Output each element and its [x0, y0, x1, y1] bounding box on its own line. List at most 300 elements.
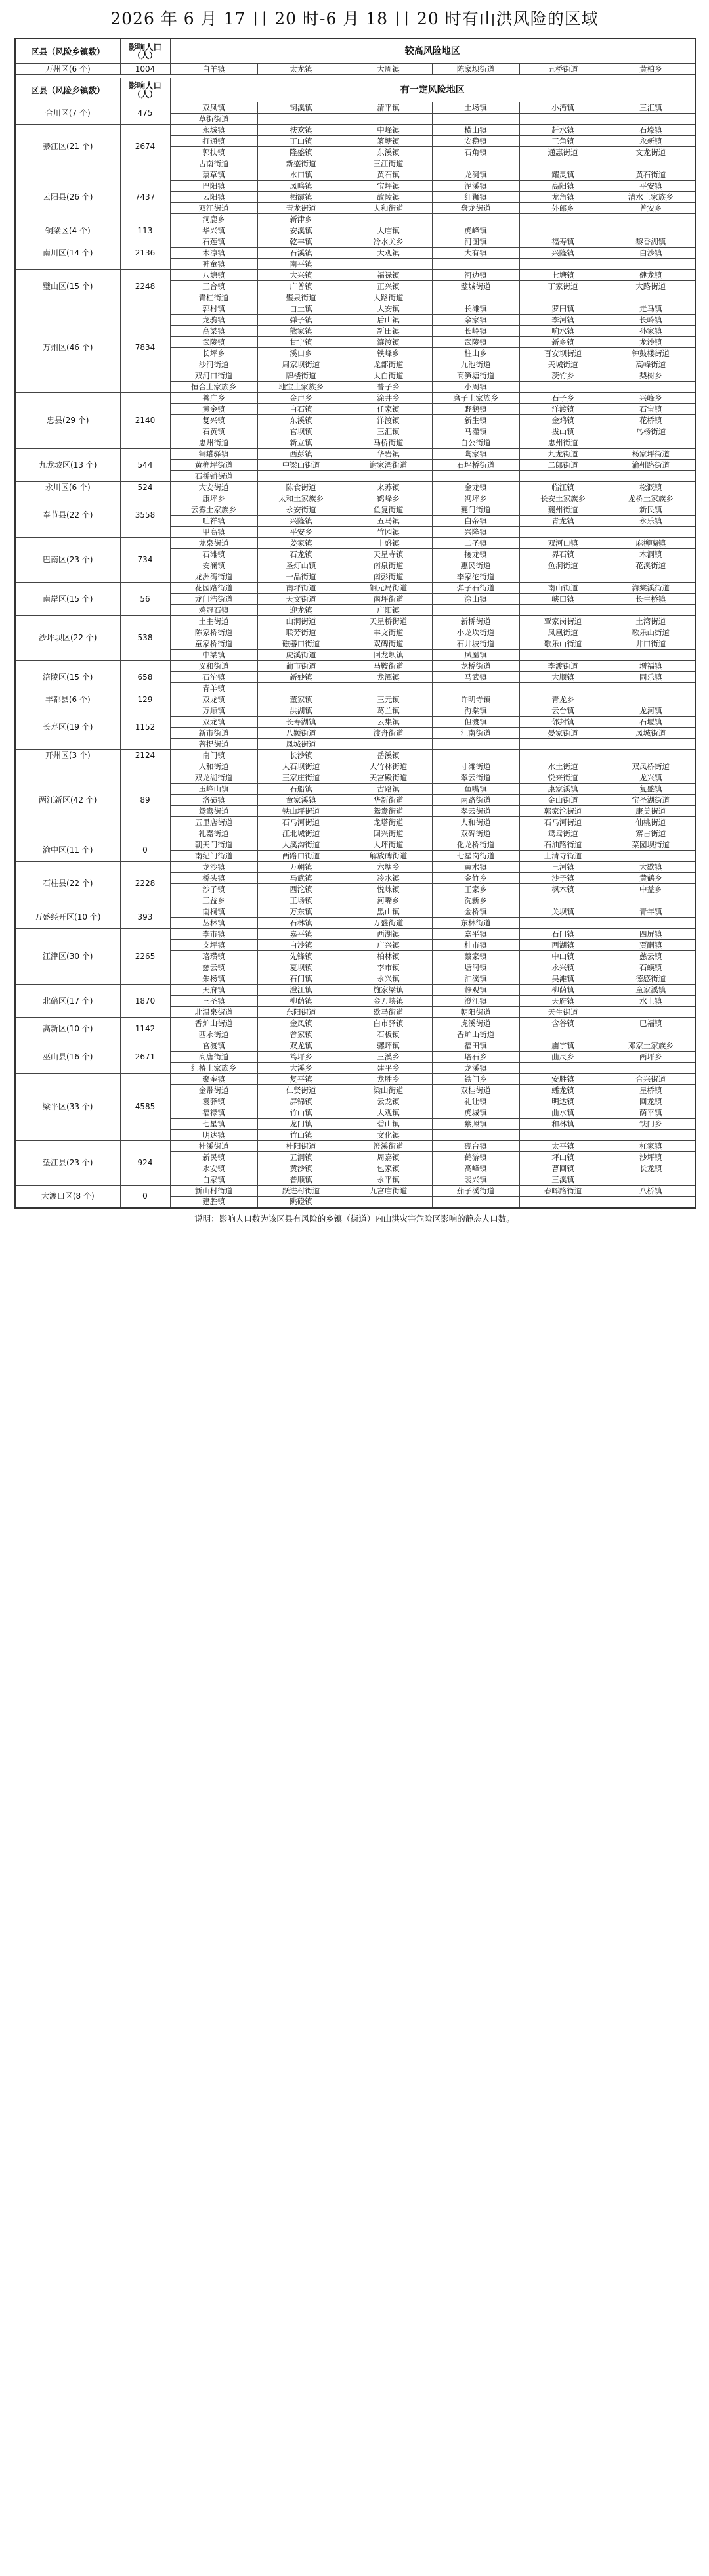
town-cell: 二郎街道 [519, 460, 607, 471]
district-cell: 奉节县(22 个) [15, 493, 120, 538]
town-cell: 王家庄街道 [257, 772, 345, 784]
town-cell: 清水土家族乡 [607, 192, 695, 203]
town-cell: 永平镇 [345, 1174, 432, 1186]
col-population-header: 影响人口（人） [120, 78, 170, 102]
town-cell [432, 1130, 519, 1141]
district-cell: 大渡口区(8 个) [15, 1186, 120, 1208]
town-cell: 九池街道 [432, 359, 519, 370]
town-cell [432, 1197, 519, 1208]
town-cell: 河边镇 [432, 270, 519, 281]
town-cell: 九宫庙街道 [345, 1186, 432, 1197]
town-cell: 草街街道 [170, 114, 257, 125]
town-cell: 铜元局街道 [345, 583, 432, 594]
town-cell: 石沱镇 [170, 672, 257, 683]
town-cell: 翠云街道 [432, 772, 519, 784]
town-cell: 杨家坪街道 [607, 449, 695, 460]
town-cell: 明达镇 [519, 1096, 607, 1107]
town-cell: 建平乡 [345, 1063, 432, 1074]
town-cell [519, 225, 607, 236]
town-cell [607, 437, 695, 449]
town-cell: 天星桥街道 [345, 616, 432, 627]
table-row [15, 64, 695, 75]
town-cell: 白帝镇 [432, 516, 519, 527]
town-cell: 寸滩街道 [432, 761, 519, 772]
town-cell: 青龙镇 [519, 516, 607, 527]
population-cell: 1142 [120, 1018, 170, 1040]
town-cell: 荫平镇 [607, 1107, 695, 1119]
town-cell [519, 292, 607, 303]
town-cell: 王家乡 [432, 884, 519, 895]
population-cell: 113 [120, 225, 170, 236]
town-cell [345, 471, 432, 482]
town-cell: 歇马街道 [345, 1007, 432, 1018]
town-cell: 广普镇 [257, 281, 345, 292]
town-cell: 五里店街道 [170, 817, 257, 828]
town-cell: 铁门乡 [432, 1074, 519, 1085]
town-cell: 红椿土家族乡 [170, 1063, 257, 1074]
table-row [15, 661, 695, 672]
table-row [15, 225, 695, 236]
town-cell: 隆盛镇 [257, 147, 345, 158]
town-cell: 福田镇 [432, 1040, 519, 1052]
town-cell: 杜市镇 [432, 940, 519, 951]
town-cell: 五洞镇 [257, 1152, 345, 1163]
town-cell: 曲水镇 [519, 1107, 607, 1119]
district-cell: 铜梁区(4 个) [15, 225, 120, 236]
town-cell: 青羊镇 [170, 683, 257, 694]
district-cell: 北碚区(17 个) [15, 985, 120, 1018]
town-cell [519, 1130, 607, 1141]
town-cell: 关坝镇 [519, 906, 607, 918]
town-cell [607, 382, 695, 393]
town-cell: 夔州街道 [519, 504, 607, 516]
town-cell: 高笋塘街道 [432, 370, 519, 382]
town-cell: 珞璜镇 [170, 951, 257, 962]
town-cell: 铜罐驿镇 [170, 449, 257, 460]
town-cell [607, 650, 695, 661]
town-cell: 南彭街道 [345, 571, 432, 583]
district-cell: 石柱县(22 个) [15, 862, 120, 906]
town-cell: 回龙坝镇 [345, 650, 432, 661]
town-cell: 金竹乡 [432, 873, 519, 884]
town-cell: 天星寺镇 [345, 549, 432, 560]
town-cell: 后山镇 [345, 315, 432, 326]
town-cell: 冯坪乡 [432, 493, 519, 504]
table-row [15, 270, 695, 281]
town-cell: 武陵镇 [432, 337, 519, 348]
town-cell: 双凤镇 [170, 102, 257, 114]
town-cell: 竹山镇 [257, 1107, 345, 1119]
town-cell: 大安镇 [345, 303, 432, 315]
town-cell: 仁贤街道 [257, 1085, 345, 1096]
town-cell: 陈家坝街道 [432, 64, 519, 75]
town-cell: 新田镇 [345, 326, 432, 337]
table-row [15, 482, 695, 493]
district-cell: 合川区(7 个) [15, 102, 120, 125]
table-row [15, 839, 695, 851]
town-cell: 井口街道 [607, 638, 695, 650]
town-cell [519, 918, 607, 929]
town-cell: 油溪镇 [432, 973, 519, 985]
town-cell [432, 158, 519, 169]
town-cell: 天宫殿街道 [345, 772, 432, 784]
town-cell: 白沙镇 [257, 940, 345, 951]
town-cell: 一品街道 [257, 571, 345, 583]
town-cell: 永安镇 [170, 1163, 257, 1174]
town-cell: 洞鹿乡 [170, 214, 257, 225]
town-cell: 大观镇 [345, 1107, 432, 1119]
town-cell: 晏家街道 [519, 728, 607, 739]
table-row [15, 616, 695, 627]
town-cell: 双龙镇 [170, 694, 257, 705]
town-cell: 迎龙镇 [257, 605, 345, 616]
town-cell: 东溪镇 [257, 415, 345, 426]
town-cell: 长岭镇 [607, 315, 695, 326]
town-cell: 新生镇 [432, 415, 519, 426]
town-cell: 含谷镇 [519, 1018, 607, 1029]
town-cell: 上清寺街道 [519, 851, 607, 862]
table-row [15, 583, 695, 594]
town-cell: 南泉街道 [345, 560, 432, 571]
page-title: 2026 年 6 月 17 日 20 时-6 月 18 日 20 时有山洪风险的区域 [110, 9, 599, 28]
town-cell: 高峰街道 [607, 359, 695, 370]
town-cell: 黄柏乡 [607, 64, 695, 75]
town-cell: 四屏镇 [607, 929, 695, 940]
population-cell: 89 [120, 761, 170, 839]
town-cell: 鱼复街道 [345, 504, 432, 516]
town-cell: 文龙街道 [607, 147, 695, 158]
population-cell: 2671 [120, 1040, 170, 1074]
town-cell [519, 605, 607, 616]
district-cell: 高新区(10 个) [15, 1018, 120, 1040]
town-cell: 古路镇 [345, 784, 432, 795]
town-cell: 裴兴镇 [432, 1174, 519, 1186]
district-cell: 长寿区(19 个) [15, 705, 120, 750]
town-cell: 璧城街道 [432, 281, 519, 292]
district-cell: 垫江县(23 个) [15, 1141, 120, 1186]
page [14, 0, 695, 1224]
town-cell: 安澜镇 [170, 560, 257, 571]
population-cell: 1004 [120, 64, 170, 75]
population-cell: 2265 [120, 929, 170, 985]
town-cell: 野鹤镇 [432, 404, 519, 415]
town-cell: 花园路街道 [170, 583, 257, 594]
some-risk-label: 有一定风险地区 [170, 78, 695, 102]
town-cell: 金带街道 [170, 1085, 257, 1096]
population-cell: 734 [120, 538, 170, 583]
table-row [15, 906, 695, 918]
district-cell: 云阳县(26 个) [15, 169, 120, 225]
town-cell: 赶水镇 [519, 125, 607, 136]
town-cell: 高阳镇 [519, 181, 607, 192]
town-cell: 嘉平镇 [257, 929, 345, 940]
town-cell: 礼嘉街道 [170, 828, 257, 839]
population-cell: 544 [120, 449, 170, 482]
district-cell: 万州区(6 个) [15, 64, 120, 75]
town-cell: 菜园坝街道 [607, 839, 695, 851]
town-cell: 新盛街道 [257, 158, 345, 169]
town-cell: 石船镇 [257, 784, 345, 795]
town-cell: 紫照镇 [432, 1119, 519, 1130]
town-cell: 官坝镇 [257, 426, 345, 437]
some-risk-header-row [15, 78, 695, 102]
town-cell: 天生街道 [519, 1007, 607, 1018]
town-cell: 施家梁镇 [345, 985, 432, 996]
town-cell: 永乐镇 [607, 516, 695, 527]
town-cell: 岳溪镇 [345, 750, 432, 761]
district-cell: 涪陵区(15 个) [15, 661, 120, 694]
town-cell [607, 571, 695, 583]
town-cell: 包家镇 [345, 1163, 432, 1174]
town-cell: 云阳镇 [170, 192, 257, 203]
town-cell: 八桥镇 [607, 1186, 695, 1197]
town-cell: 丛林镇 [170, 918, 257, 929]
town-cell: 铁山坪街道 [257, 806, 345, 817]
town-cell: 石角镇 [432, 147, 519, 158]
town-cell [607, 1029, 695, 1040]
town-cell: 悦来街道 [519, 772, 607, 784]
district-cell: 江津区(30 个) [15, 929, 120, 985]
town-cell [519, 259, 607, 270]
town-cell: 石门镇 [257, 973, 345, 985]
town-cell: 李渡街道 [519, 661, 607, 672]
town-cell: 朱杨镇 [170, 973, 257, 985]
town-cell: 蔺市街道 [257, 661, 345, 672]
town-cell: 故陵镇 [345, 192, 432, 203]
town-cell: 黄水镇 [432, 862, 519, 873]
town-cell: 接龙镇 [432, 549, 519, 560]
town-cell: 新民镇 [170, 1152, 257, 1163]
town-cell: 茨竹乡 [519, 370, 607, 382]
town-cell: 东溪镇 [345, 147, 432, 158]
town-cell: 七塘镇 [519, 270, 607, 281]
town-cell [432, 739, 519, 750]
town-cell: 高唐街道 [170, 1052, 257, 1063]
town-cell: 王场镇 [257, 895, 345, 906]
district-cell: 綦江区(21 个) [15, 125, 120, 169]
town-cell: 石坪桥街道 [432, 460, 519, 471]
town-cell: 七星岗街道 [432, 851, 519, 862]
town-cell: 正兴镇 [345, 281, 432, 292]
town-cell: 大溪沟街道 [257, 839, 345, 851]
town-cell: 龙胜乡 [345, 1074, 432, 1085]
population-cell: 7834 [120, 303, 170, 393]
town-cell: 葛兰镇 [345, 705, 432, 717]
table-row [15, 236, 695, 248]
town-cell: 平安镇 [607, 181, 695, 192]
table-row [15, 705, 695, 717]
town-cell: 东林街道 [432, 918, 519, 929]
town-cell: 洋渡镇 [345, 415, 432, 426]
town-cell: 云龙镇 [345, 1096, 432, 1107]
town-cell: 走马镇 [607, 303, 695, 315]
town-cell: 三河镇 [519, 862, 607, 873]
town-cell: 泥溪镇 [432, 181, 519, 192]
town-cell: 但渡镇 [432, 717, 519, 728]
town-cell: 西彭镇 [257, 449, 345, 460]
town-cell: 渡舟街道 [345, 728, 432, 739]
town-cell: 三圣镇 [170, 996, 257, 1007]
town-cell: 庙宇镇 [519, 1040, 607, 1052]
town-cell: 安稳镇 [432, 136, 519, 147]
town-cell: 双碑街道 [345, 638, 432, 650]
town-cell [607, 1130, 695, 1141]
population-cell: 658 [120, 661, 170, 694]
population-cell: 0 [120, 1186, 170, 1208]
town-cell: 松溉镇 [607, 482, 695, 493]
town-cell: 春晖路街道 [519, 1186, 607, 1197]
town-cell: 三江街道 [345, 158, 432, 169]
town-cell: 渝州路街道 [607, 460, 695, 471]
town-cell: 支坪镇 [170, 940, 257, 951]
town-cell: 栖霞镇 [257, 192, 345, 203]
town-cell: 云雾土家族乡 [170, 504, 257, 516]
town-cell: 石桥铺街道 [170, 471, 257, 482]
town-cell: 凤凰镇 [432, 650, 519, 661]
town-cell: 黄沙镇 [257, 1163, 345, 1174]
population-cell: 924 [120, 1141, 170, 1186]
town-cell [519, 683, 607, 694]
town-cell: 回兴街道 [345, 828, 432, 839]
town-cell: 郭村镇 [170, 303, 257, 315]
town-cell: 金声乡 [257, 393, 345, 404]
town-cell: 复兴镇 [170, 415, 257, 426]
population-cell: 7437 [120, 169, 170, 225]
population-cell: 1870 [120, 985, 170, 1018]
town-cell: 白公街道 [432, 437, 519, 449]
town-cell [607, 1174, 695, 1186]
table-row [15, 538, 695, 549]
town-cell: 黄金镇 [170, 404, 257, 415]
town-cell: 黄鹤乡 [607, 873, 695, 884]
town-cell: 慈云镇 [607, 951, 695, 962]
town-cell: 青龙乡 [519, 694, 607, 705]
high-risk-header-row [15, 39, 695, 64]
town-cell: 中梁镇 [170, 650, 257, 661]
town-cell: 武陵镇 [170, 337, 257, 348]
town-cell: 慈云镇 [170, 962, 257, 973]
town-cell: 大歇镇 [607, 862, 695, 873]
town-cell: 马武镇 [257, 873, 345, 884]
town-cell: 黄石街道 [607, 169, 695, 181]
town-cell: 小沔镇 [519, 102, 607, 114]
town-cell [607, 739, 695, 750]
town-cell [519, 1063, 607, 1074]
town-cell: 翠云街道 [432, 806, 519, 817]
town-cell: 二圣镇 [432, 538, 519, 549]
town-cell: 龙沙镇 [170, 862, 257, 873]
town-cell: 甘宁镇 [257, 337, 345, 348]
town-cell [432, 214, 519, 225]
town-cell: 复盛镇 [607, 784, 695, 795]
town-cell: 黑山镇 [345, 906, 432, 918]
town-cell: 郭家沱街道 [519, 806, 607, 817]
town-cell: 大路街道 [345, 292, 432, 303]
town-cell [607, 471, 695, 482]
town-cell: 夏坝镇 [257, 962, 345, 973]
town-cell: 龙桥土家族乡 [607, 493, 695, 504]
town-cell: 忠州街道 [519, 437, 607, 449]
town-cell: 太和土家族乡 [257, 493, 345, 504]
town-cell [345, 259, 432, 270]
town-cell: 七星镇 [170, 1119, 257, 1130]
town-cell: 宝坪镇 [345, 181, 432, 192]
population-cell: 2228 [120, 862, 170, 906]
town-cell: 明达镇 [170, 1130, 257, 1141]
town-cell: 解放碑街道 [345, 851, 432, 862]
town-cell: 小龙坎街道 [432, 627, 519, 638]
town-cell: 篆塘镇 [345, 136, 432, 147]
town-cell: 袁驿镇 [170, 1096, 257, 1107]
town-cell: 鱼嘴镇 [432, 784, 519, 795]
population-cell: 475 [120, 102, 170, 125]
town-cell: 许明寺镇 [432, 694, 519, 705]
town-cell: 陶家镇 [432, 449, 519, 460]
town-cell [607, 683, 695, 694]
town-cell: 牌楼街道 [257, 370, 345, 382]
town-cell: 三汇镇 [607, 102, 695, 114]
town-cell: 广阳镇 [345, 605, 432, 616]
town-cell: 长沙镇 [257, 750, 345, 761]
town-cell: 龙都街道 [345, 359, 432, 370]
town-cell: 地宝土家族乡 [257, 382, 345, 393]
col-district-header: 区县（风险乡镇数） [15, 39, 120, 64]
population-cell: 3558 [120, 493, 170, 538]
town-cell: 李家沱街道 [432, 571, 519, 583]
population-cell: 2674 [120, 125, 170, 169]
town-cell: 神童镇 [170, 259, 257, 270]
town-cell: 李市镇 [345, 962, 432, 973]
town-cell: 新市街道 [170, 728, 257, 739]
town-cell: 圣灯山镇 [257, 560, 345, 571]
town-cell: 涂山镇 [432, 594, 519, 605]
town-cell: 人和街道 [170, 761, 257, 772]
town-cell: 西湖镇 [345, 929, 432, 940]
town-cell: 金山街道 [519, 795, 607, 806]
town-cell: 嘉平镇 [432, 929, 519, 940]
town-cell: 罗田镇 [519, 303, 607, 315]
town-cell: 中益乡 [607, 884, 695, 895]
town-cell: 枫木镇 [519, 884, 607, 895]
district-cell: 忠县(29 个) [15, 393, 120, 449]
town-cell: 大石坝街道 [257, 761, 345, 772]
town-cell: 山洞街道 [257, 616, 345, 627]
town-cell: 长滩镇 [432, 303, 519, 315]
town-cell: 周嘉镇 [345, 1152, 432, 1163]
table-row [15, 393, 695, 404]
town-cell: 惠民街道 [432, 560, 519, 571]
town-cell: 甲高镇 [170, 527, 257, 538]
population-cell: 524 [120, 482, 170, 493]
table-row [15, 303, 695, 315]
town-cell: 三益乡 [170, 895, 257, 906]
town-cell: 龙桥街道 [432, 661, 519, 672]
town-cell [432, 471, 519, 482]
town-cell: 坪山镇 [519, 1152, 607, 1163]
town-cell: 福寿镇 [519, 236, 607, 248]
town-cell: 石龙镇 [257, 549, 345, 560]
town-cell: 双河口街道 [170, 370, 257, 382]
town-cell: 龙洲湾街道 [170, 571, 257, 583]
town-cell: 乌杨街道 [607, 426, 695, 437]
town-cell: 铁峰乡 [345, 348, 432, 359]
town-cell: 万东镇 [257, 906, 345, 918]
town-cell [519, 1029, 607, 1040]
town-cell: 大竹林街道 [345, 761, 432, 772]
town-cell: 凤城街道 [607, 728, 695, 739]
town-cell: 文化镇 [345, 1130, 432, 1141]
table-row [15, 929, 695, 940]
